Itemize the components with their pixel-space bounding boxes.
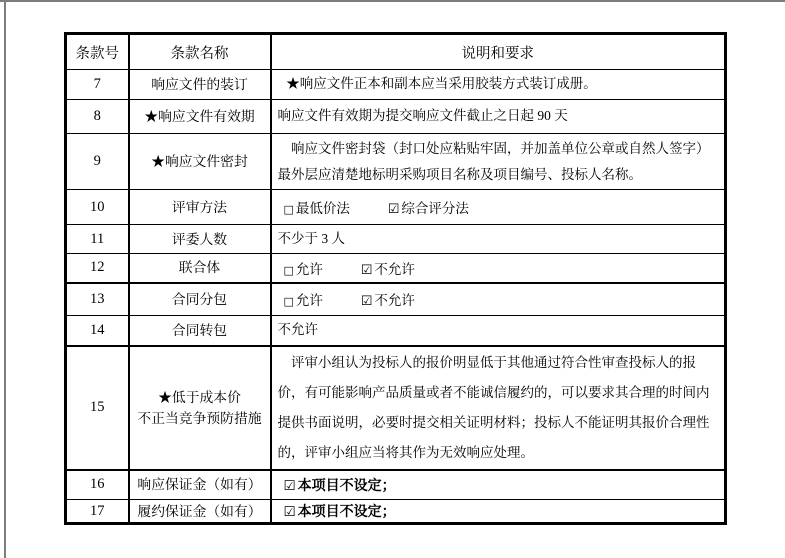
clause-description: [271, 470, 726, 500]
clause-no: 17: [66, 500, 129, 524]
clause-name: 合同转包: [171, 322, 228, 338]
page-edge-left: [4, 0, 6, 558]
clause-name: 履约保证金（如有）: [137, 503, 262, 519]
clause-no: 15: [66, 346, 129, 470]
clause-no: 10: [66, 190, 129, 225]
clause-description: 响应文件有效期为提交响应文件截止之日起 90 天: [277, 108, 568, 124]
clause-no: 13: [66, 283, 129, 316]
clause-name: 响应保证金（如有）: [137, 477, 262, 493]
checkbox-checked-icon: ☑: [360, 294, 373, 310]
option-label: 不允许: [374, 261, 415, 277]
table-row-9: [66, 134, 726, 190]
table-row-15: [66, 346, 726, 470]
clause-description: [271, 346, 726, 470]
terms-table: [64, 32, 727, 525]
checkbox-unchecked-icon: □: [283, 203, 294, 216]
clause-no: 16: [66, 470, 129, 500]
option-comprehensive-scoring: [388, 201, 469, 216]
clause-name: 评审方法: [171, 199, 228, 215]
clause-name: 响应文件的装订: [151, 77, 248, 92]
option-label: 允许: [295, 293, 323, 309]
description-line: 评审小组认为投标人的报价明显低于其他通过符合性审查投标人的报: [291, 354, 696, 370]
description-line: 最外层应清楚地标明采购项目名称及项目编号、投标人名称。: [277, 166, 642, 182]
clause-name-line: 不正当竞争预防措施: [137, 410, 262, 426]
checkbox-checked-icon: ☑: [283, 504, 296, 520]
option-label: 综合评分法: [401, 201, 469, 216]
clause-no: 14: [66, 316, 129, 346]
option-label: 最低价法: [295, 201, 350, 216]
clause-name: 合同分包: [171, 291, 228, 307]
description-line: 的，评审小组应当将其作为无效响应处理。: [277, 444, 534, 460]
clause-description: [271, 500, 726, 524]
table-row-7: [66, 70, 726, 100]
table-row-11: [66, 225, 726, 254]
checkbox-checked-icon: ☑: [283, 477, 296, 494]
clause-name: 联合体: [178, 260, 221, 276]
clause-description: 不少于 3 人: [277, 230, 345, 246]
table-row-17: [66, 500, 726, 524]
clause-description: ★响应文件正本和副本应当采用胶装方式装订成册。: [286, 76, 597, 92]
clause-name-line: ★低于成本价: [158, 389, 241, 405]
clause-options: [271, 283, 726, 316]
clause-name: 评委人数: [171, 231, 228, 247]
clause-no: 9: [66, 134, 129, 190]
description-line: 提供书面说明，必要时提交相关证明材料；投标人不能证明其报价合理性: [277, 414, 710, 430]
col-header-clause-name: 条款名称: [129, 34, 271, 70]
clause-no: 7: [66, 70, 129, 100]
description-line: 响应文件密封袋（封口处应粘贴牢固，并加盖单位公章或自然人签字）: [291, 140, 710, 156]
checkbox-unchecked-icon: □: [283, 263, 294, 277]
clause-description: [271, 134, 726, 190]
option-label: 本项目不设定；: [297, 505, 396, 520]
option-label: 允许: [295, 261, 323, 277]
checkbox-checked-icon: ☑: [360, 262, 373, 278]
table-row-10: [66, 190, 726, 225]
clause-no: 11: [66, 225, 129, 254]
option-allowed: [284, 262, 323, 277]
option-allowed: [284, 293, 323, 308]
checkbox-unchecked-icon: □: [283, 295, 294, 309]
table-header-row: [66, 34, 726, 70]
table-row-14: [66, 316, 726, 346]
option-label: 本项目不设定；: [297, 478, 396, 494]
option-label: 不允许: [374, 293, 415, 309]
col-header-description: 说明和要求: [271, 34, 726, 70]
clause-name: ★响应文件密封: [151, 154, 248, 169]
page-edge-top: [0, 0, 785, 2]
option-lowest-price: [284, 201, 350, 216]
option-not-allowed: [361, 293, 415, 308]
clause-options: [271, 254, 726, 283]
clause-no: 8: [66, 100, 129, 134]
clause-options: [271, 190, 726, 225]
clause-name: ★响应文件有效期: [144, 109, 255, 124]
table-row-16: [66, 470, 726, 500]
table-row-8: [66, 100, 726, 134]
description-line: 价，有可能影响产品质量或者不能诚信履约的，可以要求其合理的时间内: [277, 384, 710, 400]
option-not-allowed: [361, 262, 415, 277]
clause-no: 12: [66, 254, 129, 283]
clause-description: 不允许: [277, 322, 318, 338]
table-row-12: [66, 254, 726, 283]
table-row-13: [66, 283, 726, 316]
checkbox-checked-icon: ☑: [387, 202, 400, 217]
col-header-clause-no: 条款号: [66, 34, 129, 70]
